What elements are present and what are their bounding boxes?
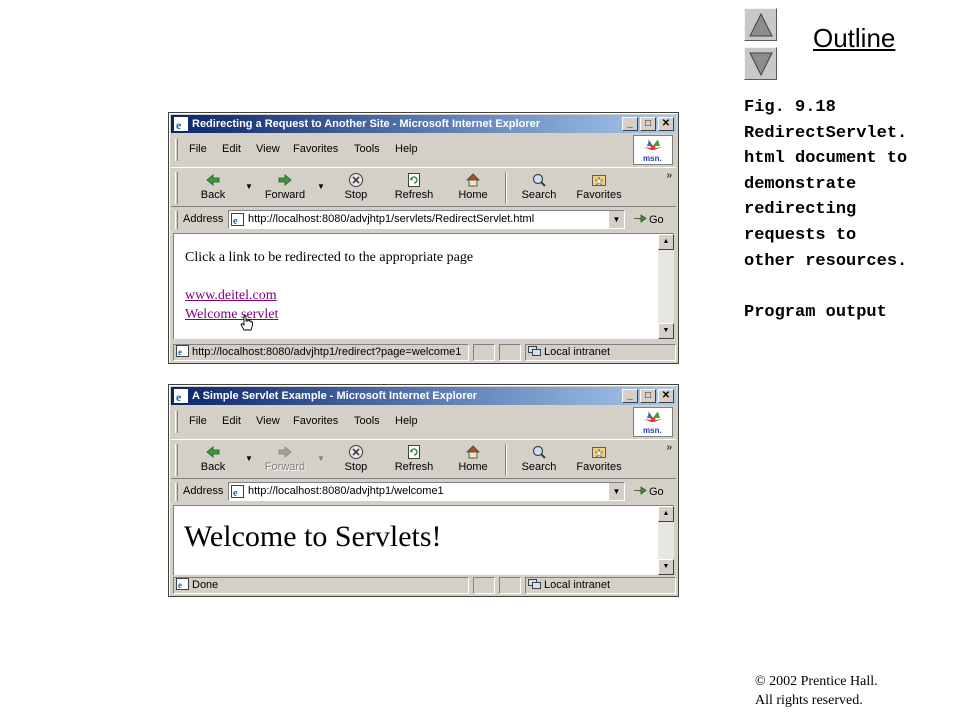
toolbar-chevron[interactable]: » [666, 170, 672, 181]
search-button[interactable] [513, 442, 565, 478]
minimize-button[interactable]: _ [622, 117, 638, 131]
favorites-button[interactable] [571, 170, 627, 206]
standard-toolbar [171, 167, 676, 207]
menu-file[interactable]: File [189, 415, 207, 427]
refresh-button[interactable] [389, 170, 439, 206]
stop-icon [348, 172, 364, 188]
stop-label: Stop [344, 461, 368, 473]
refresh-button[interactable] [389, 442, 439, 478]
go-arrow-icon [633, 484, 647, 497]
forward-arrow-icon [277, 444, 293, 460]
menu-favorites[interactable]: Favorites [293, 415, 339, 427]
browser-window-redirect [168, 112, 679, 364]
address-url: http://localhost:8080/advjhtp1/welcome1 [248, 485, 444, 497]
favorites-label: Favorites [576, 189, 622, 201]
menu-file[interactable]: File [189, 143, 207, 155]
caption-line: redirecting [744, 200, 857, 220]
zone-label: Local intranet [544, 579, 611, 591]
window-title: A Simple Servlet Example - Microsoft Internet Explorer [192, 390, 478, 402]
previous-slide-button[interactable] [744, 8, 777, 41]
favorites-label: Favorites [576, 461, 622, 473]
svg-text:e: e [178, 347, 182, 357]
address-url: http://localhost:8080/advjhtp1/servlets/RedirectServlet.html [248, 213, 535, 225]
go-button[interactable] [633, 484, 664, 498]
status-text [173, 577, 469, 594]
vertical-scrollbar[interactable] [658, 506, 674, 575]
browser-window-welcome [168, 384, 679, 597]
menu-tools[interactable]: Tools [354, 415, 380, 427]
vertical-scrollbar[interactable] [658, 234, 674, 339]
msn-logo-icon [633, 135, 673, 165]
address-label: Address [183, 213, 224, 225]
status-message: Done [192, 579, 219, 591]
close-button[interactable]: ✕ [658, 389, 674, 403]
ie-icon [174, 117, 188, 131]
ie-icon [176, 345, 189, 357]
forward-button[interactable] [257, 170, 313, 206]
ie-icon [176, 578, 189, 590]
address-label: Address [183, 485, 224, 497]
title-bar[interactable] [171, 115, 676, 133]
stop-icon [348, 444, 364, 460]
menu-bar [171, 407, 676, 437]
zone-label: Local intranet [544, 346, 611, 358]
menu-edit[interactable]: Edit [222, 415, 241, 427]
caption-line: demonstrate [744, 174, 857, 194]
back-label: Back [200, 461, 226, 473]
forward-label: Forward [264, 189, 306, 201]
link-deitel[interactable]: www.deitel.com [185, 288, 277, 303]
scroll-up-button[interactable]: ▲ [658, 506, 674, 522]
home-icon [465, 172, 481, 188]
address-bar [171, 481, 676, 503]
home-icon [465, 444, 481, 460]
refresh-icon [406, 172, 422, 188]
zone-indicator [525, 577, 676, 594]
link-welcome-servlet[interactable]: Welcome servlet [185, 307, 279, 322]
menu-help[interactable]: Help [395, 143, 418, 155]
msn-logo-icon [633, 407, 673, 437]
refresh-label: Refresh [394, 461, 434, 473]
address-dropdown-icon[interactable]: ▼ [608, 211, 624, 228]
go-button[interactable] [633, 212, 664, 226]
figure-caption [744, 95, 958, 325]
page-heading: Welcome to Servlets! [184, 520, 442, 553]
title-bar[interactable] [171, 387, 676, 405]
menu-favorites[interactable]: Favorites [293, 143, 339, 155]
caption-line: requests to [744, 225, 857, 245]
stop-button[interactable] [333, 442, 379, 478]
forward-dropdown-icon[interactable]: ▼ [317, 454, 325, 463]
scroll-up-button[interactable]: ▲ [658, 234, 674, 250]
intranet-icon [528, 578, 541, 590]
favorites-icon [591, 444, 607, 460]
scroll-down-button[interactable]: ▼ [658, 323, 674, 339]
menu-view[interactable]: View [256, 415, 280, 427]
menu-help[interactable]: Help [395, 415, 418, 427]
toolbar-chevron[interactable]: » [666, 442, 672, 453]
caption-line: RedirectServlet. [744, 123, 908, 143]
forward-dropdown-icon[interactable]: ▼ [317, 182, 325, 191]
svg-text:e: e [233, 216, 238, 226]
svg-text:e: e [176, 118, 182, 131]
zone-indicator [525, 344, 676, 361]
intranet-icon [528, 345, 541, 357]
menu-tools[interactable]: Tools [354, 143, 380, 155]
close-button[interactable]: ✕ [658, 117, 674, 131]
page-content [173, 505, 674, 575]
caption-line: Fig. 9.18 [744, 98, 836, 117]
status-text [173, 344, 469, 361]
scroll-down-button[interactable]: ▼ [658, 559, 674, 575]
copyright-line: All rights reserved. [755, 693, 863, 708]
caption-line: other resources. [744, 251, 908, 271]
ie-icon [231, 485, 244, 498]
go-label: Go [649, 214, 664, 226]
svg-text:e: e [233, 488, 238, 498]
ie-icon [231, 213, 244, 226]
menu-edit[interactable]: Edit [222, 143, 241, 155]
window-title: Redirecting a Request to Another Site - Microsoft Internet Explorer [192, 118, 540, 130]
outline-link[interactable]: Outline [813, 23, 896, 53]
address-dropdown-icon[interactable]: ▼ [608, 483, 624, 500]
caption-line: html document to [744, 149, 908, 169]
caption-output-label: Program output [744, 302, 887, 322]
ie-icon [174, 389, 188, 403]
maximize-button[interactable]: □ [640, 389, 656, 403]
status-bar [171, 342, 676, 362]
down-arrow-icon [749, 52, 773, 76]
favorites-icon [591, 172, 607, 188]
up-arrow-icon [749, 13, 773, 37]
svg-text:e: e [176, 390, 182, 403]
status-bar [171, 575, 676, 595]
go-label: Go [649, 486, 664, 498]
refresh-label: Refresh [394, 189, 434, 201]
menu-bar [171, 135, 676, 165]
address-input[interactable] [228, 210, 625, 229]
next-slide-button[interactable] [744, 47, 777, 80]
menu-view[interactable]: View [256, 143, 280, 155]
back-dropdown-icon[interactable]: ▼ [245, 182, 253, 191]
stop-label: Stop [344, 189, 368, 201]
go-arrow-icon [633, 212, 647, 225]
page-instruction: Click a link to be redirected to the appropriate page [185, 250, 474, 265]
home-button[interactable] [451, 170, 495, 206]
address-input[interactable] [228, 482, 625, 501]
svg-text:msn.: msn. [643, 154, 662, 163]
refresh-icon [406, 444, 422, 460]
copyright-line: © 2002 Prentice Hall. [755, 674, 878, 689]
home-button[interactable] [451, 442, 495, 478]
standard-toolbar [171, 439, 676, 479]
back-label: Back [200, 189, 226, 201]
search-icon [531, 172, 547, 188]
search-button[interactable] [513, 170, 565, 206]
forward-label: Forward [264, 461, 306, 473]
home-label: Home [458, 461, 488, 473]
back-arrow-icon [205, 172, 221, 188]
back-button[interactable] [185, 442, 241, 478]
search-icon [531, 444, 547, 460]
svg-text:e: e [178, 580, 182, 590]
maximize-button[interactable]: □ [640, 117, 656, 131]
hand-cursor-icon [240, 315, 254, 333]
search-label: Search [521, 189, 557, 201]
back-dropdown-icon[interactable]: ▼ [245, 454, 253, 463]
back-arrow-icon [205, 444, 221, 460]
svg-text:msn.: msn. [643, 426, 662, 435]
home-label: Home [458, 189, 488, 201]
copyright [755, 672, 878, 710]
back-button[interactable] [185, 170, 241, 206]
search-label: Search [521, 461, 557, 473]
status-message: http://localhost:8080/advjhtp1/redirect?page=welcome1 [192, 346, 462, 358]
address-bar [171, 209, 676, 231]
minimize-button[interactable]: _ [622, 389, 638, 403]
favorites-button[interactable] [571, 442, 627, 478]
page-content [173, 233, 674, 339]
stop-button[interactable] [333, 170, 379, 206]
forward-arrow-icon [277, 172, 293, 188]
forward-button[interactable] [257, 442, 313, 478]
